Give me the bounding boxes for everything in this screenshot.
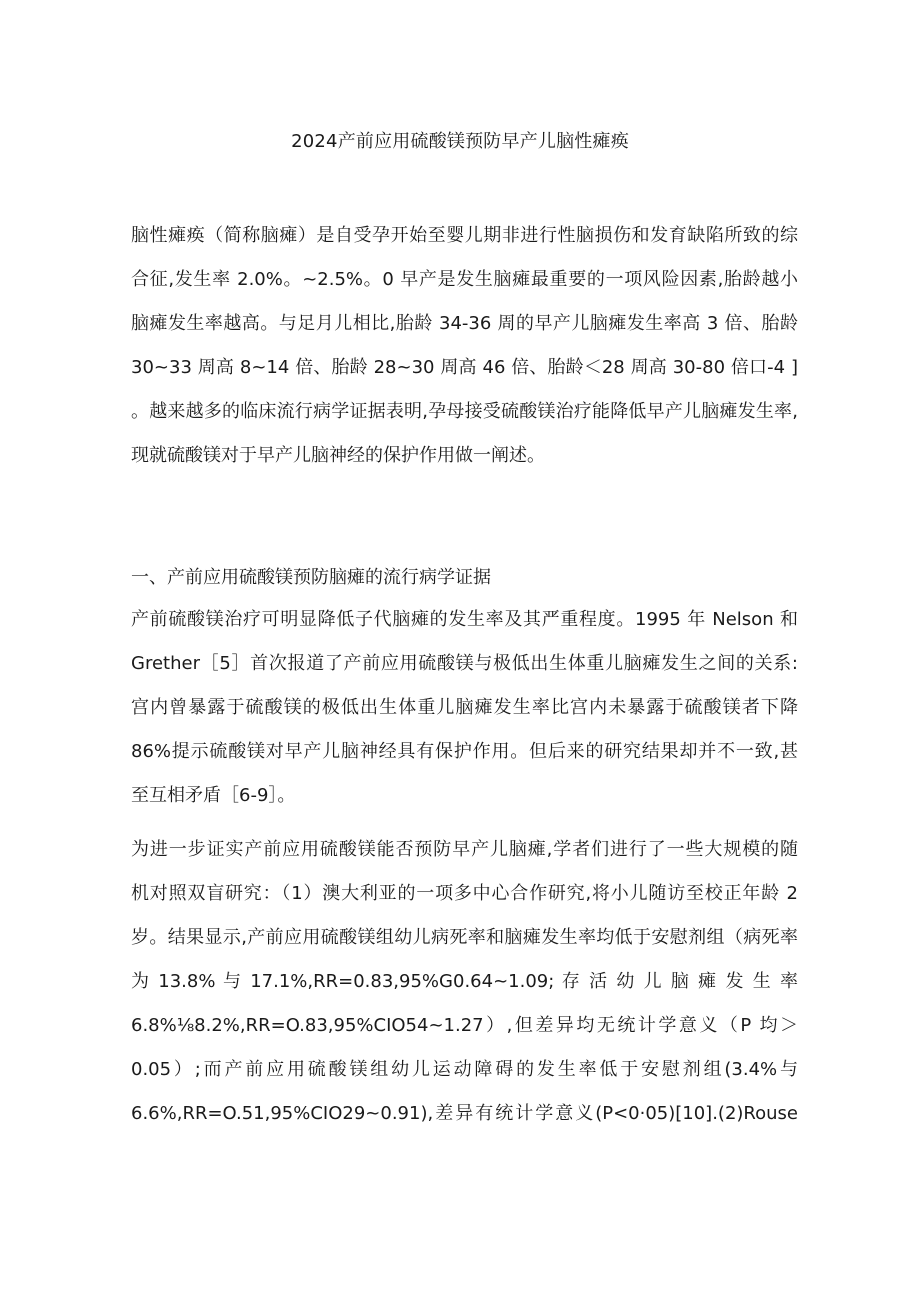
text-line: 现就硫酸镁对于早产儿脑神经的保护作用做一阐述。 [131,445,545,466]
paragraph-intro [131,214,798,478]
text-line: 6.8%⅛8.2%,RR=O.83,95%CIO54~1.27）,但差异均无统计学意义（P 均＞ [131,1015,798,1036]
text-line: 为 13.8% 与 17.1%,RR=0.83,95%G0.64~1.09; 存 活 幼 儿 脑 瘫 发 生 率 [131,971,798,992]
paragraph-evidence [131,598,798,818]
text-line: 30~33 周高 8~14 倍、胎龄 28~30 周高 46 倍、胎龄＜28 周高 30-80 倍口-4 ] [131,357,798,378]
text-line: 宫内曾暴露于硫酸镁的极低出生体重儿脑瘫发生率比宫内未暴露于硫酸镁者下降 [131,697,798,718]
text-line: 0.05）;而产前应用硫酸镁组幼儿运动障碍的发生率低于安慰剂组(3.4%与 [131,1059,798,1080]
text-line: 为进一步证实产前应用硫酸镁能否预防早产儿脑瘫,学者们进行了一些大规模的随 [131,839,798,860]
text-line: 86%提示硫酸镁对早产儿脑神经具有保护作用。但后来的研究结果却并不一致,甚 [131,741,798,762]
text-line: 。越来越多的临床流行病学证据表明,孕母接受硫酸镁治疗能降低早产儿脑瘫发生率, [131,401,798,422]
section-heading [131,556,798,600]
text-line: 脑性瘫痪（简称脑瘫）是自受孕开始至婴儿期非进行性脑损伤和发育缺陷所致的综 [131,225,798,246]
text-line: 岁。结果显示,产前应用硫酸镁组幼儿病死率和脑瘫发生率均低于安慰剂组（病死率 [131,927,798,948]
text-line: 产前硫酸镁治疗可明显降低子代脑瘫的发生率及其严重程度。1995 年 Nelson 和 [131,609,798,630]
document-title: 2024产前应用硫酸镁预防早产儿脑性瘫痪 [291,131,629,152]
paragraph-trials [131,828,798,1136]
text-line: 合征,发生率 2.0%。~2.5%。0 早产是发生脑瘫最重要的一项风险因素,胎龄越小 [131,269,798,290]
text-line: 机对照双盲研究：（1）澳大利亚的一项多中心合作研究,将小儿随访至校正年龄 2 [131,883,798,904]
text-line: Grether［5］首次报道了产前应用硫酸镁与极低出生体重儿脑瘫发生之间的关系: [131,653,798,674]
section-heading-text: 一、产前应用硫酸镁预防脑瘫的流行病学证据 [131,567,491,588]
text-line: 6.6%,RR=O.51,95%CIO29~0.91),差异有统计学意义(P<0·05)[10].(2)Rouse [131,1103,798,1124]
text-line: 至互相矛盾［6-9］。 [131,785,296,806]
text-line: 脑瘫发生率越高。与足月儿相比,胎龄 34-36 周的早产儿脑瘫发生率高 3 倍、胎龄 [131,313,798,334]
